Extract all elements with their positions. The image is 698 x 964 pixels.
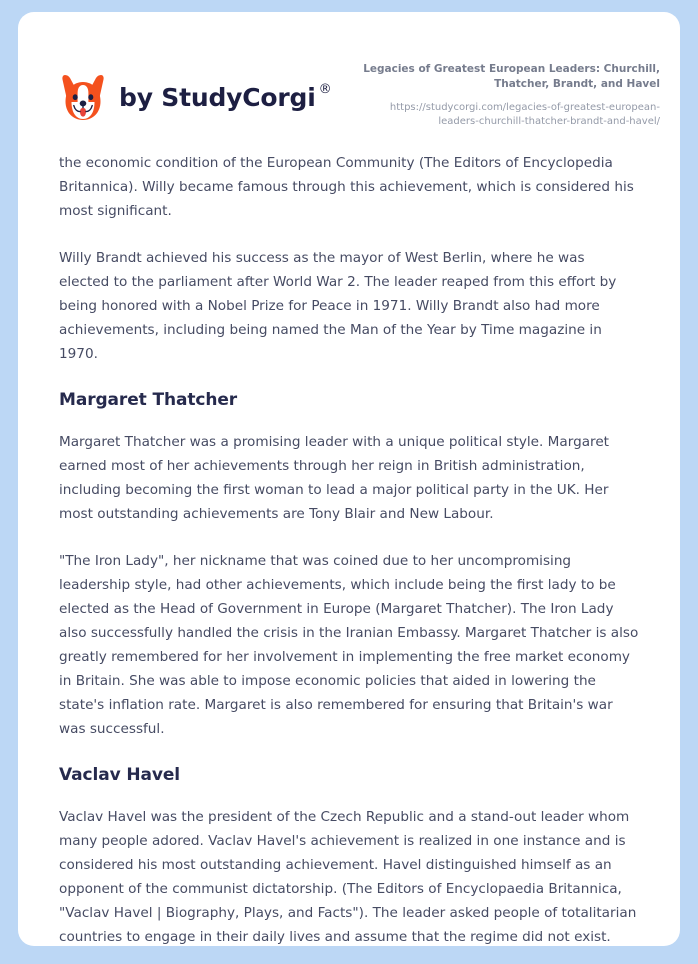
body-paragraph: Vaclav Havel was the president of the Czech Republic and a stand-out leader whom many people adored. Vaclav Havel's achievement is realized in one instance and is considered his most outstanding achievement. Havel distinguished himself as an opponent of the communist dictatorship. (The Editors of Encyclopaedia Britannica, "Vaclav Havel | Biography, Plays, and Facts"). The leader asked people of totalitarian countries to engage in their daily lives and assume that the regime did not exist.	[59, 809, 637, 946]
section-heading: Vaclav Havel	[59, 765, 181, 786]
brand-name-wrap	[119, 81, 332, 112]
document-body	[18, 129, 680, 946]
document-page-card	[18, 12, 680, 946]
source-url[interactable]: https://studycorgi.com/legacies-of-greatest-european-leaders-churchill-thatcher-brandt-and-havel/	[389, 101, 660, 127]
brand-lockup[interactable]	[59, 60, 331, 122]
section-heading: Margaret Thatcher	[59, 390, 238, 411]
body-paragraph: Margaret Thatcher was a promising leader with a unique political style. Margaret earned most of her achievements through her reign in British administration, including becoming the first woman to lead a major political party in the UK. Her most outstanding achievements are Tony Blair and New Labour.	[59, 434, 610, 523]
document-meta	[350, 60, 660, 129]
document-header	[18, 12, 680, 129]
brand-name: by StudyCorgi	[119, 82, 316, 112]
page-title: Legacies of Greatest European Leaders: Churchill, Thatcher, Brandt, and Havel	[363, 63, 660, 90]
corgi-logo-icon	[59, 72, 107, 122]
body-paragraph: "The Iron Lady", her nickname that was coined due to her uncompromising leadership style, had other achievements, which include being the first lady to be elected as the Head of Government in Europe (Margaret Thatcher). The Iron Lady also successfully handled the crisis in the Iranian Embassy. Margaret Thatcher is also greatly remembered for her involvement in implementing the free market economy in Britain. She was able to impose economic policies that aided in lowering the state's inflation rate. Margaret is also remembered for ensuring that Britain's war was successful.	[59, 553, 639, 738]
body-paragraph: Willy Brandt achieved his success as the mayor of West Berlin, where he was elected to the parliament after World War 2. The leader reaped from this effort by being honored with a Nobel Prize for Peace in 1971. Willy Brandt also had more achievements, including being named the Man of the Year by Time magazine in 1970.	[59, 250, 617, 363]
registered-trademark-icon: ®	[318, 81, 332, 97]
body-paragraph: the economic condition of the European Community (The Editors of Encyclopedia Britannica). Willy became famous through this achievement, which is considered his most significant.	[59, 155, 634, 220]
